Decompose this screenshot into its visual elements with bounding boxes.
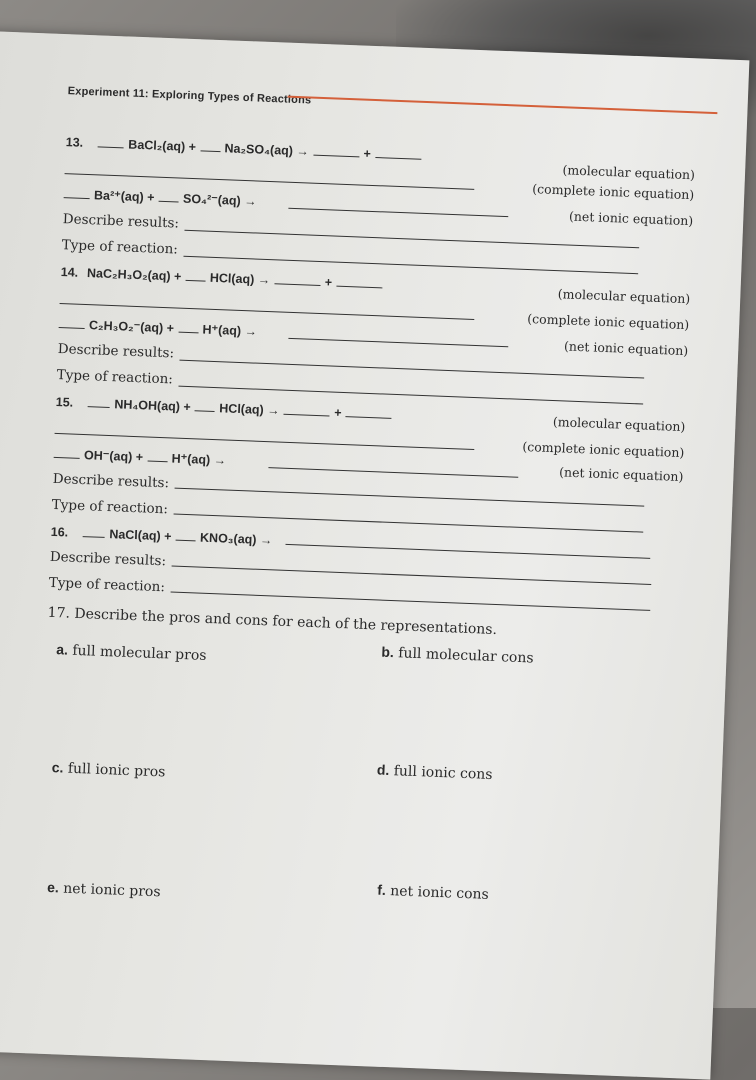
q15-net-ion-2: H⁺(aq) → (171, 451, 227, 468)
q15-coef-blank-2[interactable] (195, 398, 215, 412)
q14-reactant-1: NaC₂H₃O₂(aq) + (86, 266, 182, 284)
q13-net-ion-2: SO₄²⁻(aq) → (182, 191, 257, 209)
q15-product-blank-1[interactable] (284, 402, 330, 417)
q17-f-letter: f. (377, 881, 387, 898)
q17-e-letter: e. (46, 878, 60, 896)
worksheet-page (0, 30, 749, 1080)
q17-item-f (377, 882, 489, 903)
q15-number: 15. (55, 394, 74, 410)
q13-coef-blank-1[interactable] (98, 134, 124, 148)
q14-product-blank-2[interactable] (336, 274, 382, 289)
q15-tag-complete: (complete ionic equation) (522, 438, 685, 461)
q16-describe-label: Describe results: (49, 548, 167, 570)
q17-a-letter: a. (55, 641, 69, 658)
q14-product-blank-1[interactable] (274, 271, 320, 286)
q14-describe-label: Describe results: (57, 340, 175, 362)
q14-number: 14. (60, 265, 79, 280)
q15-net-blank-2[interactable] (147, 449, 167, 463)
q14-reactant-2: HCl(aq) → (209, 270, 271, 288)
q13-net-blank-1[interactable] (64, 185, 90, 199)
q17-e-label: net ionic pros (62, 880, 161, 901)
q16-number: 16. (50, 524, 69, 540)
q17-d-letter: d. (376, 761, 390, 779)
page-header (67, 79, 697, 125)
q16-reactant-1: NaCl(aq) + (109, 527, 172, 544)
q13-net-blank-2[interactable] (159, 189, 179, 203)
q14-net-blank-1[interactable] (59, 315, 85, 329)
q15-tag-net: (net ionic equation) (558, 464, 684, 485)
q17-item-b (381, 644, 534, 667)
q13-number: 13. (65, 135, 84, 150)
q17-item-d (377, 762, 493, 783)
q17-f-label: net ionic cons (389, 883, 490, 903)
q17-c-letter: c. (51, 759, 64, 776)
q14-tag-complete: (complete ionic equation) (527, 310, 690, 333)
q14-net-ion-1: C₂H₃O₂⁻(aq) + (88, 318, 175, 336)
q13-coef-blank-2[interactable] (200, 138, 220, 152)
q17-prompt: 17. Describe the pros and cons for each of the representations. (47, 604, 498, 639)
q17-item-c (51, 759, 165, 780)
q14-tag-net: (net ionic equation) (563, 338, 689, 359)
q14-type-label: Type of reaction: (56, 366, 174, 388)
q13-describe-label: Describe results: (62, 211, 180, 232)
q13-tag-complete: (complete ionic equation) (532, 181, 695, 203)
q13-tag-molecular: (molecular equation) (562, 162, 696, 183)
q14-tag-molecular: (molecular equation) (557, 286, 691, 307)
q15-type-label: Type of reaction: (51, 496, 169, 518)
q13-tag-net: (net ionic equation) (568, 208, 694, 229)
q16-coef-blank-1[interactable] (83, 524, 105, 538)
q15-coef-blank-1[interactable] (88, 394, 110, 408)
q17-b-label: full molecular cons (397, 645, 534, 667)
q13-reactant-1: BaCl₂(aq) + (128, 137, 197, 155)
q17-c-label: full ionic pros (67, 760, 166, 781)
q15-reactant-1: NH₄OH(aq) + (114, 397, 192, 415)
q17-b-letter: b. (381, 643, 395, 661)
q14-plus: + (324, 275, 333, 290)
q13-plus: + (363, 146, 372, 161)
q13-type-label: Type of reaction: (61, 237, 179, 258)
q17-item-e (47, 879, 161, 900)
q13-product-blank-1[interactable] (313, 143, 359, 158)
page-title: Experiment 11: Exploring Types of Reactions (67, 85, 312, 107)
q16-coef-blank-2[interactable] (176, 528, 196, 542)
q15-net-ion-1: OH⁻(aq) + (83, 448, 144, 465)
q16-type-label: Type of reaction: (48, 574, 166, 596)
worksheet-content (33, 79, 698, 1025)
q14-coef-blank-2[interactable] (185, 268, 205, 282)
q17-a-label: full molecular pros (72, 642, 207, 664)
q14-net-ion-2: H⁺(aq) → (202, 322, 258, 339)
q15-product-blank-2[interactable] (346, 404, 392, 419)
q15-net-blank-1[interactable] (54, 445, 80, 459)
q13-product-blank-2[interactable] (375, 145, 421, 160)
q17-item-a (56, 641, 207, 664)
q15-describe-label: Describe results: (52, 470, 170, 492)
q15-plus: + (333, 405, 342, 420)
q14-net-blank-2[interactable] (178, 320, 198, 334)
q13-net-ion-1: Ba²⁺(aq) + (93, 188, 155, 205)
q15-reactant-2: HCl(aq) → (219, 401, 280, 418)
q17-d-label: full ionic cons (393, 763, 493, 783)
q13-reactant-2: Na₂SO₄(aq) → (224, 141, 310, 159)
q15-tag-molecular: (molecular equation) (552, 414, 686, 435)
header-rule (288, 96, 718, 115)
q16-reactant-2: KNO₃(aq) → (199, 530, 273, 548)
q17-answer-grid (33, 621, 677, 1025)
